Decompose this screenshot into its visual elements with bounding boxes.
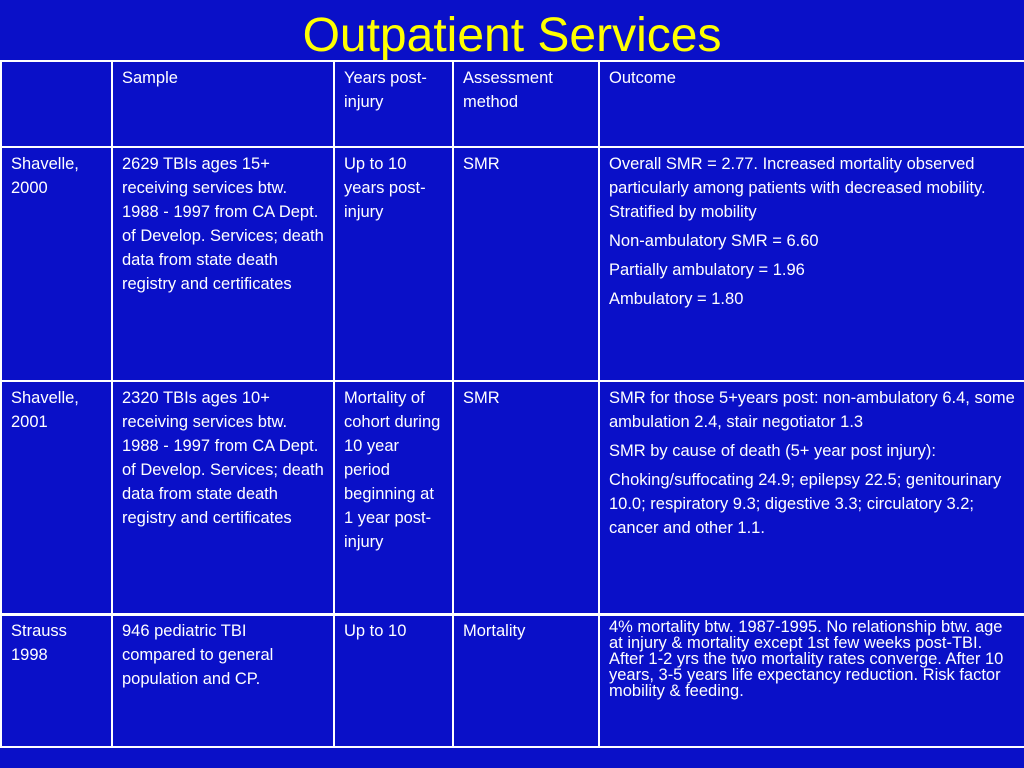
slide-title: Outpatient Services — [302, 9, 722, 62]
study-cell: Strauss 1998 — [1, 614, 112, 747]
table-row — [1, 147, 1024, 381]
method-cell: Mortality — [453, 614, 599, 747]
header-cell-years: Years post-injury — [334, 61, 453, 147]
sample-cell: 2320 TBIs ages 10+ receiving services btw. 1988 - 1997 from CA Dept. of Develop. Services; death data from state death registry and certificates — [112, 381, 334, 615]
outcome-cell — [599, 381, 1024, 615]
sample-cell: 2629 TBIs ages 15+ receiving services btw. 1988 - 1997 from CA Dept. of Develop. Services; death data from state death registry and certificates — [112, 147, 334, 381]
outcome-paragraph: SMR by cause of death (5+ year post injury): — [609, 442, 936, 460]
years-cell: Up to 10 — [334, 614, 453, 747]
outcome-paragraph: SMR for those 5+years post: non-ambulatory 6.4, some ambulation 2.4, stair negotiator 1.3 — [609, 389, 1015, 431]
header-row — [1, 61, 1024, 147]
sample-cell: 946 pediatric TBI compared to general population and CP. — [112, 614, 334, 747]
study-cell: Shavelle, 2001 — [1, 381, 112, 615]
outcome-paragraph: Partially ambulatory = 1.96 — [609, 261, 805, 279]
table-row — [1, 381, 1024, 615]
header-cell-sample: Sample — [112, 61, 334, 147]
studies-table — [0, 60, 1024, 616]
table-row — [1, 614, 1024, 747]
outcome-cell — [599, 147, 1024, 381]
outcome-paragraph: Choking/suffocating 24.9; epilepsy 22.5; genitourinary 10.0; respiratory 9.3; digestive 3.3; circulatory 3.2; cancer and other 1.1. — [609, 471, 1002, 537]
header-cell-method: Assessment method — [453, 61, 599, 147]
method-cell: SMR — [453, 381, 599, 615]
header-cell-outcome: Outcome — [599, 61, 1024, 147]
years-cell: Up to 10 years post-injury — [334, 147, 453, 381]
years-cell: Mortality of cohort during 10 year period beginning at 1 year post-injury — [334, 381, 453, 615]
outcome-paragraph: Non-ambulatory SMR = 6.60 — [609, 232, 819, 250]
method-cell: SMR — [453, 147, 599, 381]
outcome-paragraph: Ambulatory = 1.80 — [609, 290, 744, 308]
outcome-paragraph: Overall SMR = 2.77. Increased mortality observed particularly among patients with decreased mobility. Stratified by mobility — [609, 155, 986, 221]
strauss-table — [0, 613, 1024, 748]
header-cell-study — [1, 61, 112, 147]
outcome-cell: 4% mortality btw. 1987-1995. No relationship btw. age at injury & mortality except 1st few weeks post-TBI. After 1-2 yrs the two mortality rates converge. After 10 years, 3-5 years life expectancy reduction. Risk factor mobility & feeding. — [599, 614, 1024, 747]
study-cell: Shavelle, 2000 — [1, 147, 112, 381]
